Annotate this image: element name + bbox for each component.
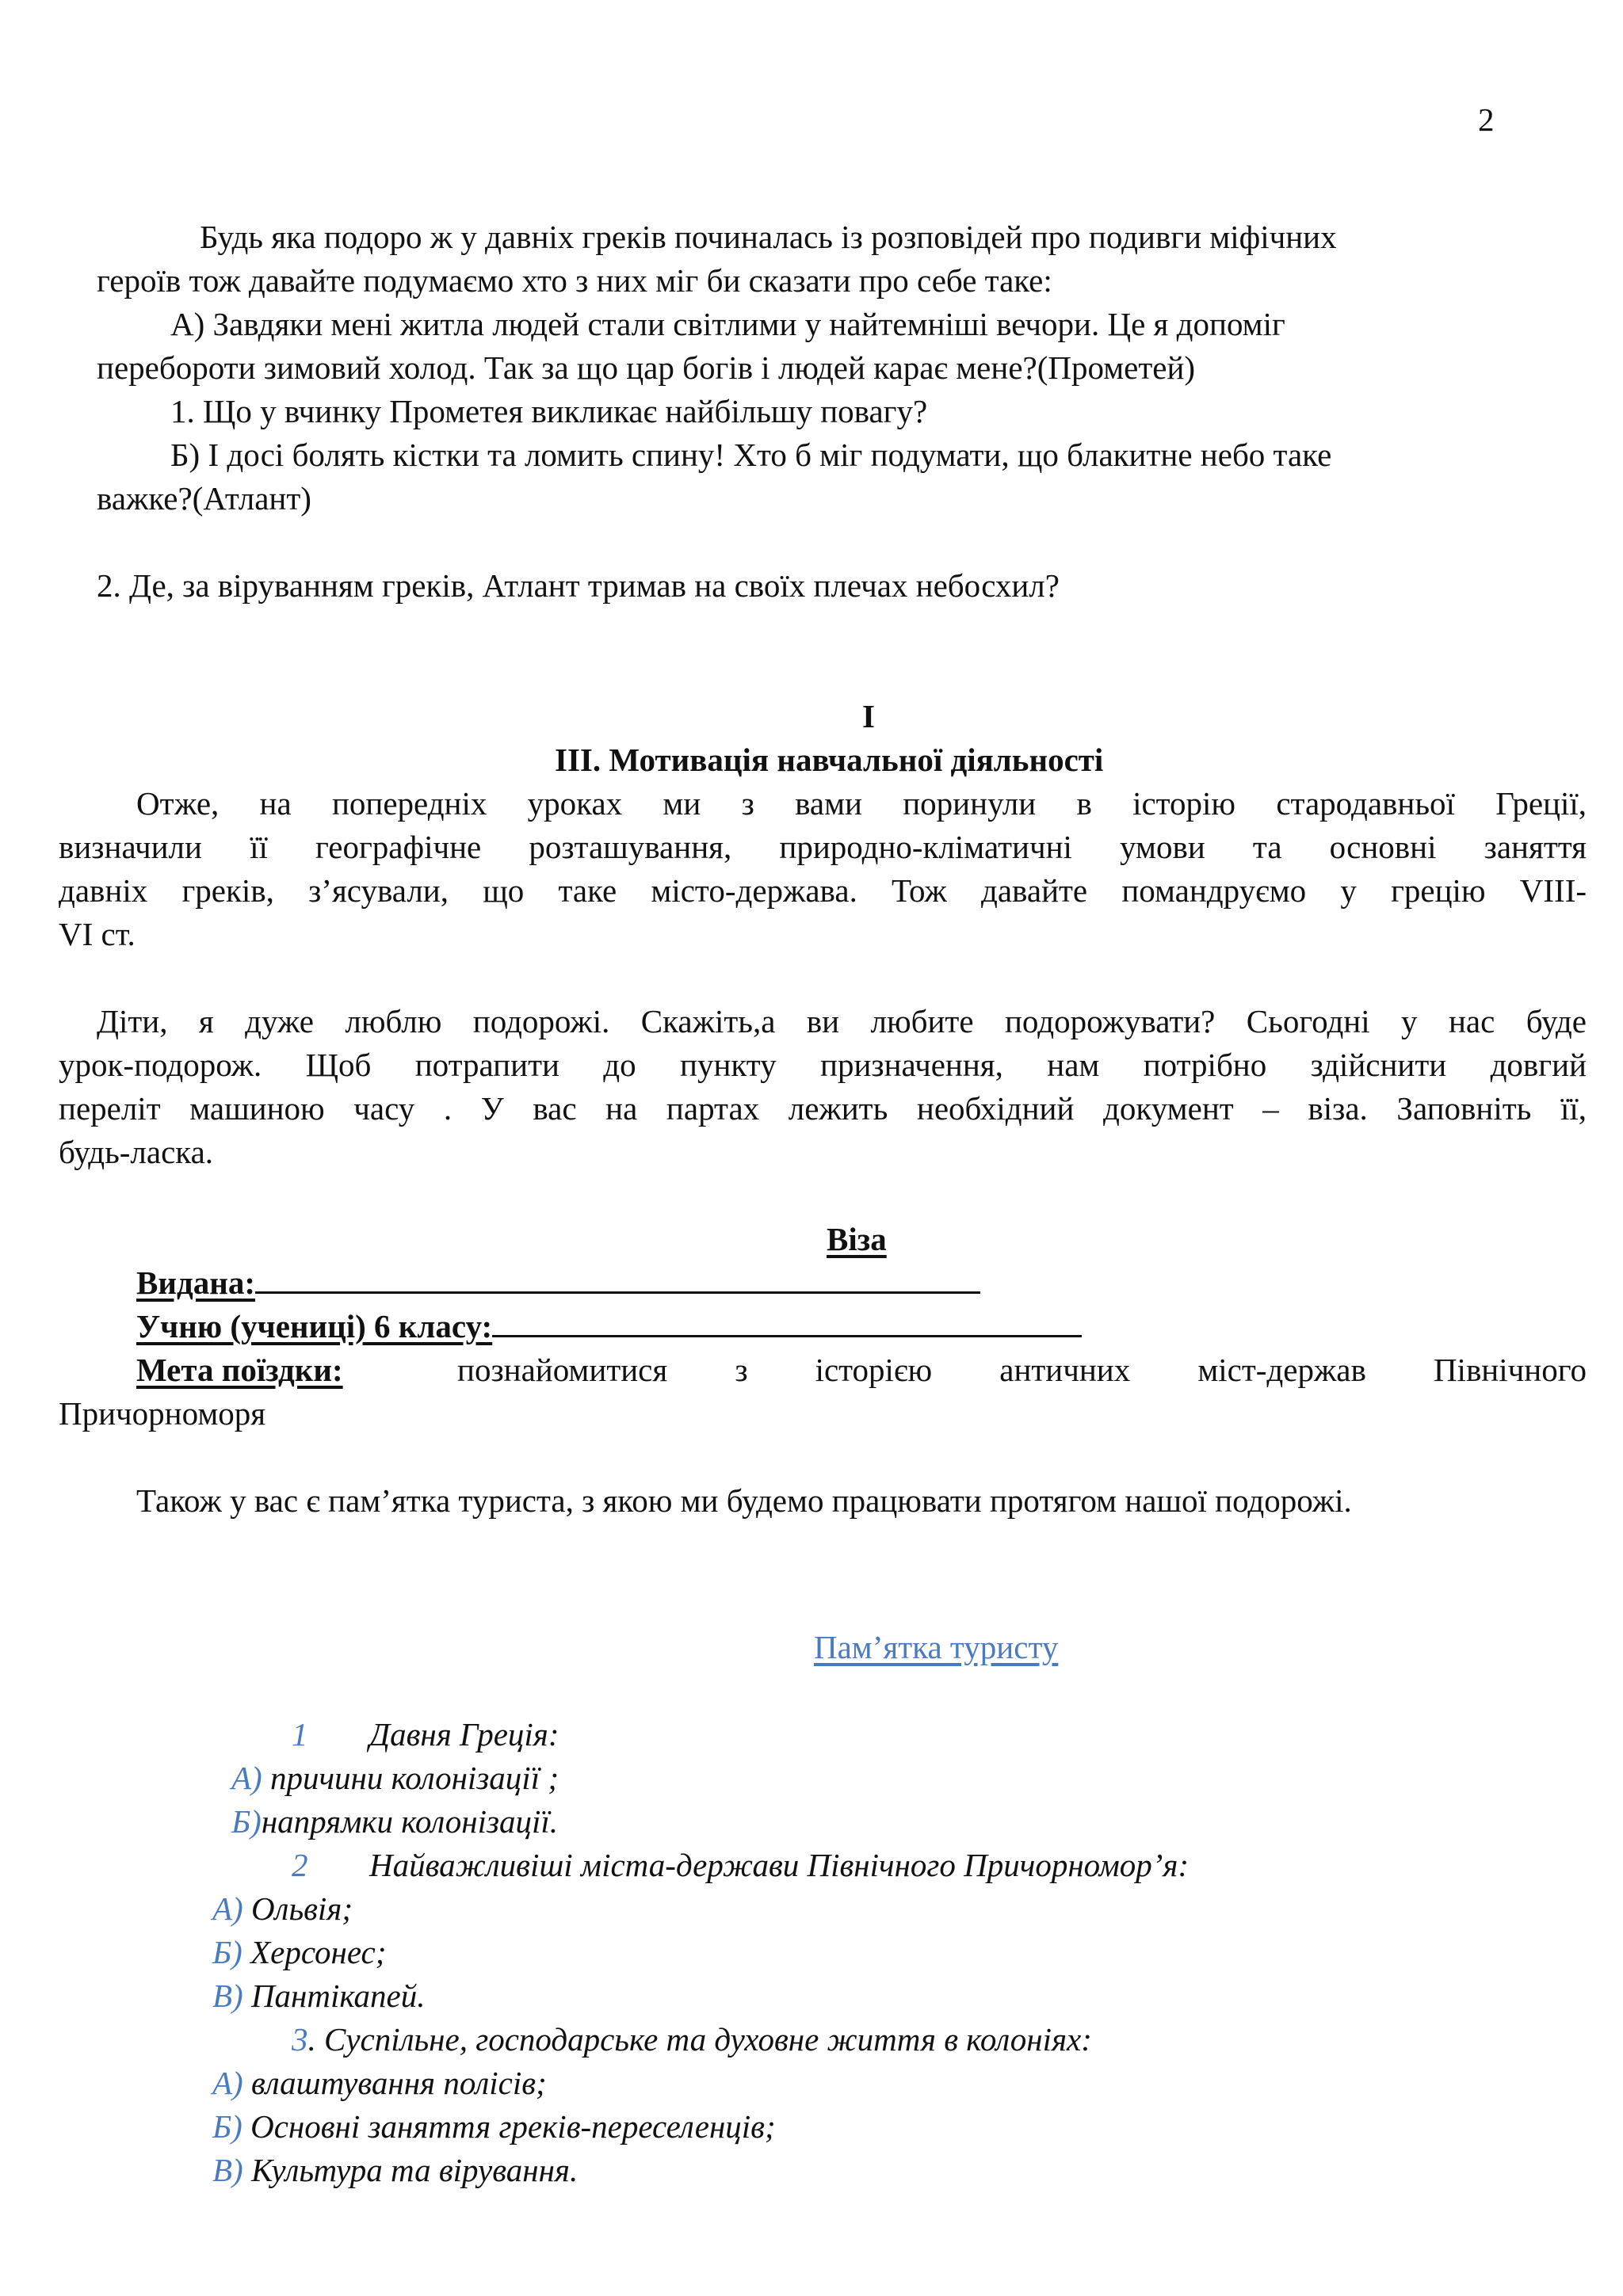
riddle-b-line-1: Б) І досі болять кістки та ломить спину! Хто б міг подумати, що блакитне небо таке <box>170 437 1332 473</box>
visa-issued-label: Видана: <box>136 1264 255 1301</box>
paragraph-2-line-1: Діти, я дуже люблю подорожі. Скажіть,а ви любите подорожувати? Сьогодні у нас буде <box>97 1003 1587 1039</box>
visa-title: Віза <box>827 1221 887 1257</box>
paragraph-1-line-4: VI ст. <box>59 916 136 952</box>
paragraph-2-line-4: будь-ласка. <box>59 1134 214 1170</box>
visa-purpose-label: Мета поїздки: <box>136 1352 343 1388</box>
riddle-a-line-1: А) Завдяки мені житла людей стали світлими у найтемніші вечори. Це я допоміг <box>170 306 1285 342</box>
memo-item-1b: Б)напрямки колонізації. <box>231 1803 559 1840</box>
section-roman-numeral: І <box>862 698 875 734</box>
intro-line-2: героїв тож давайте подумаємо хто з них міг би сказати про себе таке: <box>97 262 1052 299</box>
memo-section-1-title: Давня Греція: <box>369 1716 559 1753</box>
intro-line-1: Будь яка подоро ж у давніх греків починалась із розповідей про подивги міфічних <box>200 219 1337 255</box>
visa-issued-blank[interactable] <box>255 1291 980 1294</box>
question-1: 1. Що у вчинку Прометея викликає найбільшу повагу? <box>170 393 928 429</box>
memo-section-3: 3. Суспільне, господарське та духовне життя в колоніях: <box>292 2021 1092 2058</box>
memo-item-3a: А) влаштування полісів; <box>212 2065 547 2101</box>
visa-student-row <box>136 1305 1082 1348</box>
visa-issued-row <box>136 1261 980 1305</box>
memo-item-2b: Б) Херсонес; <box>212 1934 387 1970</box>
paragraph-1-line-1: Отже, на попередніх уроках ми з вами поринули в історію стародавньої Греції, <box>136 785 1587 822</box>
memo-item-2c: В) Пантікапей. <box>212 1978 426 2014</box>
visa-student-blank[interactable] <box>492 1335 1082 1337</box>
visa-purpose-text: познайомитися з історією античних міст-держав Північного <box>457 1352 1587 1388</box>
memo-item-3c: В) Культура та вірування. <box>212 2152 579 2188</box>
memo-item-1a: А) причини колонізації ; <box>231 1760 559 1796</box>
section-heading: ІІІ. Мотивація навчальної діяльності <box>555 742 1104 778</box>
memo-section-2-number: 2 <box>292 1847 308 1883</box>
paragraph-2-line-2: урок-подорож. Щоб потрапити до пункту призначення, нам потрібно здійснити довгий <box>59 1047 1587 1083</box>
memo-intro: Також у вас є пам’ятка туриста, з якою ми будемо працювати протягом нашої подорожі. <box>136 1482 1352 1519</box>
memo-section-1-number: 1 <box>292 1716 308 1753</box>
visa-purpose-row <box>136 1348 1587 1392</box>
memo-section-2-title: Найважливіші міста-держави Північного Причорномор’я: <box>369 1847 1190 1883</box>
page-number: 2 <box>1478 101 1495 138</box>
memo-item-2a: А) Ольвія; <box>212 1890 353 1927</box>
memo-title-link[interactable]: Пам’ятка туристу <box>814 1629 1059 1665</box>
riddle-b-line-2: важке?(Атлант) <box>97 480 311 517</box>
question-2: 2. Де, за віруванням греків, Атлант тримав на своїх плечах небосхил? <box>97 567 1060 604</box>
visa-student-label: Учню (учениці) 6 класу: <box>136 1308 493 1344</box>
memo-item-3b: Б) Основні заняття греків-переселенців; <box>212 2108 776 2145</box>
paragraph-1-line-3: давніх греків, з’ясували, що таке місто-держава. Тож давайте помандруємо у грецію VIII- <box>59 872 1587 909</box>
visa-purpose-line-2: Причорноморя <box>59 1395 266 1432</box>
paragraph-1-line-2: визначили її географічне розташування, природно-кліматичні умови та основні заняття <box>59 829 1587 865</box>
paragraph-2-line-3: переліт машиною часу . У вас на партах лежить необхідний документ – віза. Заповніть її, <box>59 1090 1587 1127</box>
riddle-a-line-2: перебороти зимовий холод. Так за що цар богів і людей карає мене?(Прометей) <box>97 349 1196 386</box>
